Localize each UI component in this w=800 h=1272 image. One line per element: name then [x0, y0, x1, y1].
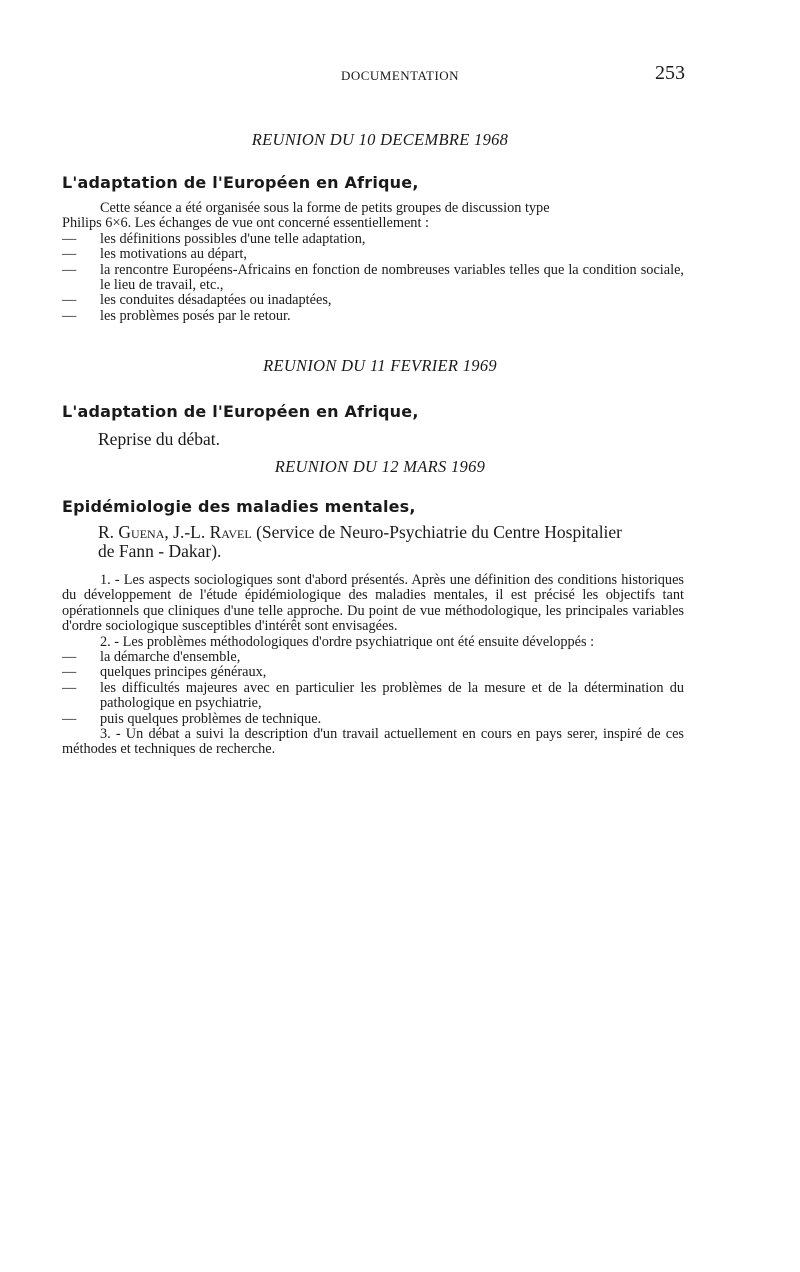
dash: — [62, 307, 77, 324]
intro-line-2: Philips 6×6. Les échanges de vue ont concerné essentiellement : [62, 215, 429, 232]
dash: — [62, 710, 77, 727]
list-item: — la démarche d'ensemble, [62, 649, 241, 666]
meeting-date-1: REUNION DU 10 DECEMBRE 1968 [251, 130, 509, 149]
list-item: — les motivations au départ, [62, 246, 247, 263]
section-title-1: L'adaptation de l'Européen en Afrique, [62, 173, 419, 192]
dash: — [62, 261, 77, 278]
section-body-1 [62, 201, 684, 324]
list-item: — quelques principes généraux, [62, 664, 267, 681]
dash: — [62, 292, 77, 309]
list-item: — puis quelques problèmes de technique. [62, 710, 322, 727]
page-number: 253 [655, 62, 685, 84]
dash: — [62, 246, 77, 263]
dash: — [62, 679, 77, 696]
author-name: J.-L. Ravel [173, 522, 252, 542]
list-item: — les problèmes posés par le retour. [62, 307, 291, 324]
dash: — [62, 230, 77, 247]
intro-line-1: Cette séance a été organisée sous la forme de petits groupes de discussion type [100, 200, 550, 216]
paragraph: 2. - Les problèmes méthodologiques d'ordre psychiatrique ont été ensuite développés : [100, 633, 595, 650]
dash: — [62, 649, 77, 666]
meeting-date-3: REUNION DU 12 MARS 1969 [274, 457, 486, 476]
paragraph: 1. - Les aspects sociologiques sont d'abord présentés. Après une définition des conditions historiques du développement de l'étude épidémiologique des maladies mentales, il est précisé les objectifs tant opérationnels que cliniques d'une telle approche. Du point de vue méthodologique, les principales variables d'ordre sociologique susceptibles d'intérêt sont envisagées. [62, 572, 684, 635]
list-item: — la rencontre Européens-Africains en fonction de nombreuses variables telles que la condition sociale, le lieu de travail, etc., [62, 261, 684, 294]
section-body-3 [62, 573, 684, 758]
affiliation-cont: de Fann - Dakar). [98, 541, 222, 561]
author-name: R. Guena [98, 522, 165, 542]
list-item: — les conduites désadaptées ou inadaptées, [62, 292, 332, 309]
authors-affiliation: R. Guena, J.-L. Ravel (Service de Neuro-Psychiatrie du Centre Hospitalier de Fann - Dakar). [98, 522, 623, 561]
meeting-date-2: REUNION DU 11 FEVRIER 1969 [263, 356, 497, 375]
list-item: — les définitions possibles d'une telle adaptation, [62, 230, 366, 247]
running-head: DOCUMENTATION [340, 68, 460, 83]
section-subtitle-2: Reprise du débat. [98, 429, 220, 449]
affiliation: (Service de Neuro-Psychiatrie du Centre Hospitalier [251, 522, 623, 542]
list-item: — les difficultés majeures avec en particulier les problèmes de la mesure et de la détermination du pathologique en psychiatrie, [62, 679, 684, 712]
section-title-2: L'adaptation de l'Européen en Afrique, [62, 402, 419, 421]
paragraph: 3. - Un débat a suivi la description d'un travail actuellement en cours en pays serer, inspiré de ces méthodes et techniques de recherche. [62, 726, 684, 758]
section-title-3: Epidémiologie des maladies mentales, [62, 497, 416, 516]
dash: — [62, 664, 77, 681]
